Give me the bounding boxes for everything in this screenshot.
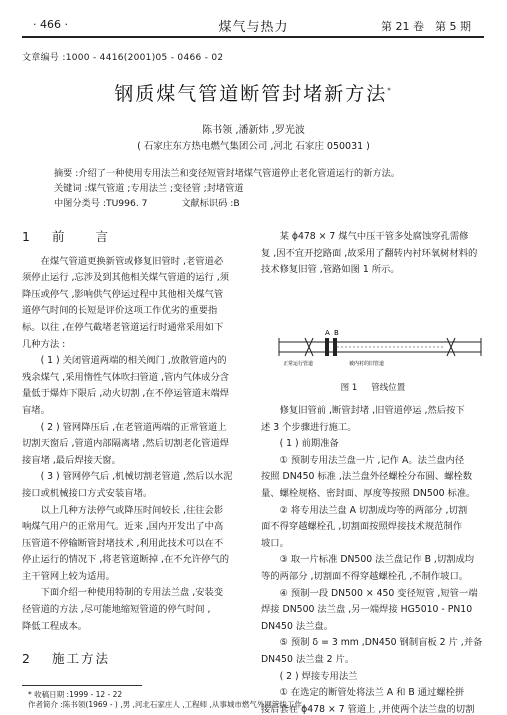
paper-title [0, 79, 507, 106]
text-line: ( 2 ) 焊接专用法兰 [279, 670, 358, 682]
received-date: 1999 - 12 - 22 [69, 690, 123, 699]
right-cut-mark [447, 338, 455, 356]
flange-b-mark [333, 338, 337, 356]
page-number: · 466 · [33, 18, 68, 31]
figure-label-lined-pipe: 被内衬的旧管道 [349, 361, 385, 367]
text-line: 在煤气管道更换新管或修复旧管时 ,老管道必 [40, 255, 224, 267]
abstract-block [54, 166, 459, 211]
header-rule [22, 36, 484, 38]
abstract-label: 摘要 : [54, 168, 79, 179]
text-line: ① 在选定的断管处将法兰 A 和 B 通过螺栓拼 [279, 687, 465, 699]
text-line: ② 将专用法兰盘 A 切割成均等的两部分 ,切割 [279, 504, 468, 516]
footnote-author [28, 700, 309, 710]
text-line: 述 3 个步骤进行施工。 [261, 421, 357, 433]
text-line: 几种方法 : [22, 338, 66, 350]
paper-title-text: 钢质煤气管道断管封堵新方法 [114, 83, 388, 105]
figure-1-pipeline-diagram [277, 324, 483, 372]
section-2-heading [22, 651, 246, 668]
section-1-title: 前 言 [51, 229, 110, 244]
text-line: 降低工程成本。 [22, 620, 88, 632]
flange-a-mark [325, 338, 329, 356]
text-line: 压管道不停输断管封堵技术 ,利用此技术可以在不 [22, 537, 224, 549]
text-line: 面不得穿越螺栓孔 ,切割面按照焊接技术规范制作 [261, 521, 463, 533]
text-line: 盲堵。 [22, 404, 50, 416]
text-line: 切割天窗后 ,管道内部隔离堵 ,然后切割老化管道焊 [22, 438, 230, 450]
abstract-text: 介绍了一种使用专用法兰和变径短管封堵煤气管道停止老化管道运行的新方法。 [78, 168, 400, 179]
doc-code-value: B [233, 198, 240, 209]
received-label: 收稿日期 : [34, 690, 70, 699]
keywords-row [54, 181, 459, 196]
text-line: ① 预制专用法兰盘一片 ,记作 A。法兰盘内径 [279, 454, 465, 466]
abstract-row [54, 166, 459, 181]
left-cut-mark [305, 338, 313, 356]
text-line: 以上几种方法停气或降压时间较长 ,往往会影 [40, 504, 224, 516]
figure-label-b: B [334, 329, 339, 337]
figure-label-normal-pipe: 正常运行管道 [283, 361, 314, 367]
doc-code-label: 文献标识码 : [181, 198, 234, 209]
section-1-number: 1 [22, 229, 32, 244]
text-line: 修复旧管前 ,断管封堵 ,旧管道停运 ,然后按下 [279, 405, 465, 416]
right-column-body [261, 403, 485, 715]
section-1-body [22, 254, 246, 636]
text-line: 量低于爆炸下限后 ,动火切割 ,在不停运管道末端焊 [22, 388, 230, 400]
text-line: 接盲堵 ,最后焊接天窗。 [22, 454, 121, 466]
right-column-intro [261, 229, 485, 279]
text-line: ( 2 ) 管网降压后 ,在老管道两端的正常管道上 [40, 421, 227, 433]
figure-label-a: A [325, 329, 330, 337]
text-line: 残余煤气 ,采用惰性气体吹扫管道 ,管内气体成分含 [22, 371, 230, 383]
classification-row [54, 196, 459, 211]
text-line: 停止运行的情况下 ,将老管道断掉 ,在不允许停气的 [22, 554, 230, 566]
text-line: 焊接 DN500 法兰盘 ,另一端焊接 HG5010 - PN10 [261, 604, 473, 616]
text-line: 坡口。 [261, 537, 289, 549]
right-intro-body [261, 229, 485, 279]
keywords-label: 关键词 : [54, 183, 88, 194]
author-bio-text: 陈书领(1969 - ) ,男 ,河北石家庄人 ,工程师 ,从事城市燃气外网管线工作。 [62, 700, 310, 709]
text-line: DN450 法兰盘。 [261, 620, 334, 632]
left-column [22, 229, 246, 676]
clc-label: 中图分类号 : [54, 198, 106, 209]
keywords-text: 煤气管道 ;专用法兰 ;变径管 ;封堵管道 [87, 183, 244, 194]
article-number [22, 50, 223, 63]
title-footnote-mark: * [387, 86, 393, 95]
text-line: 接口或机械接口方式安装盲堵。 [22, 487, 153, 499]
affiliation: ( 石家庄东方热电燃气集团公司 ,河北 石家庄 050031 ) [137, 141, 370, 152]
journal-name: 煤气与热力 [218, 20, 289, 35]
footnote-rule [22, 685, 142, 686]
text-line: ④ 预制一段 DN500 × 450 变径短管 ,短管一端 [279, 587, 478, 599]
text-line: 响煤气用户的正常用气。近来 ,国内开发出了中高 [22, 521, 224, 533]
text-line: 径管道的方法 ,尽可能地缩短管道的停气时间 , [22, 604, 211, 616]
text-line: ( 3 ) 管网停气后 ,机械切割老管道 ,然后以水泥 [40, 471, 233, 483]
text-line: 按照 DN450 标准 ,法兰盘外径螺栓分布圆、螺栓数 [261, 471, 473, 483]
right-body-lines [261, 403, 485, 715]
article-number-label: 文章编号 : [22, 53, 66, 63]
footnote-received [28, 690, 122, 700]
article-number-value: 1000 - 4416(2001)05 - 0466 - 02 [65, 53, 224, 63]
figure-caption-text: 管线位置 [371, 383, 406, 393]
text-line: 接后套在 ϕ478 × 7 管道上 ,并使两个法兰盘的切割 [261, 703, 475, 715]
text-line: ( 1 ) 前期准备 [279, 438, 339, 450]
text-line: 复 ,因不宜开挖路面 ,故采用了翻转内衬环氧树材料的 [261, 247, 478, 259]
text-line: 主干管网上较为适用。 [22, 570, 115, 582]
text-line: ( 1 ) 关闭管道两端的相关阀门 ,放散管道内的 [40, 355, 227, 367]
text-line: ⑤ 预制 δ = 3 mm ,DN450 钢制盲板 2 片 ,并备 [279, 637, 483, 649]
authors: 陈书领 ,潘新炜 ,罗光波 [202, 125, 305, 136]
text-line: 下面介绍一种使用特制的专用法兰盘 ,安装变 [40, 587, 224, 599]
section-2-number: 2 [22, 651, 32, 667]
text-line: 须停止运行 ,忘涉及到其他相关煤气管道的运行 ,须 [22, 272, 230, 284]
text-line: 某 ϕ478 × 7 煤气中压干管多处腐蚀穿孔需修 [279, 231, 469, 242]
author-bio-label: 作者简介 : [28, 700, 63, 709]
issue-info: 第 21 卷 第 5 期 [381, 20, 471, 33]
section-1-heading [22, 229, 246, 246]
text-line: DN450 法兰盘 2 片。 [261, 653, 355, 665]
text-line: ③ 取一片标准 DN500 法兰盘记作 B ,切割成均 [279, 554, 475, 566]
figure-caption-number: 图 1 [340, 383, 358, 393]
text-line: 标。以往 ,在停气截堵老管道运行时通常采用如下 [22, 321, 224, 333]
clc-value: TU996. 7 [105, 198, 148, 209]
text-line: 量、螺栓规格、密封面、厚度等按照 DN500 标准。 [261, 487, 476, 499]
text-line: 降压或停气 ,影响供气停运过程中其他相关煤气管 [22, 288, 224, 300]
section-2-title: 施工方法 [51, 651, 110, 667]
text-line: 技术修复旧管 ,管路如图 1 所示。 [261, 264, 400, 276]
text-line: 道停气时间的长短是评价这项工作优劣的重要指 [22, 305, 218, 317]
footnote-mark: * [28, 690, 32, 699]
figure-1-caption [261, 381, 485, 393]
text-line: 等的两部分 ,切割面不得穿越螺栓孔 ,不制作坡口。 [261, 570, 469, 582]
